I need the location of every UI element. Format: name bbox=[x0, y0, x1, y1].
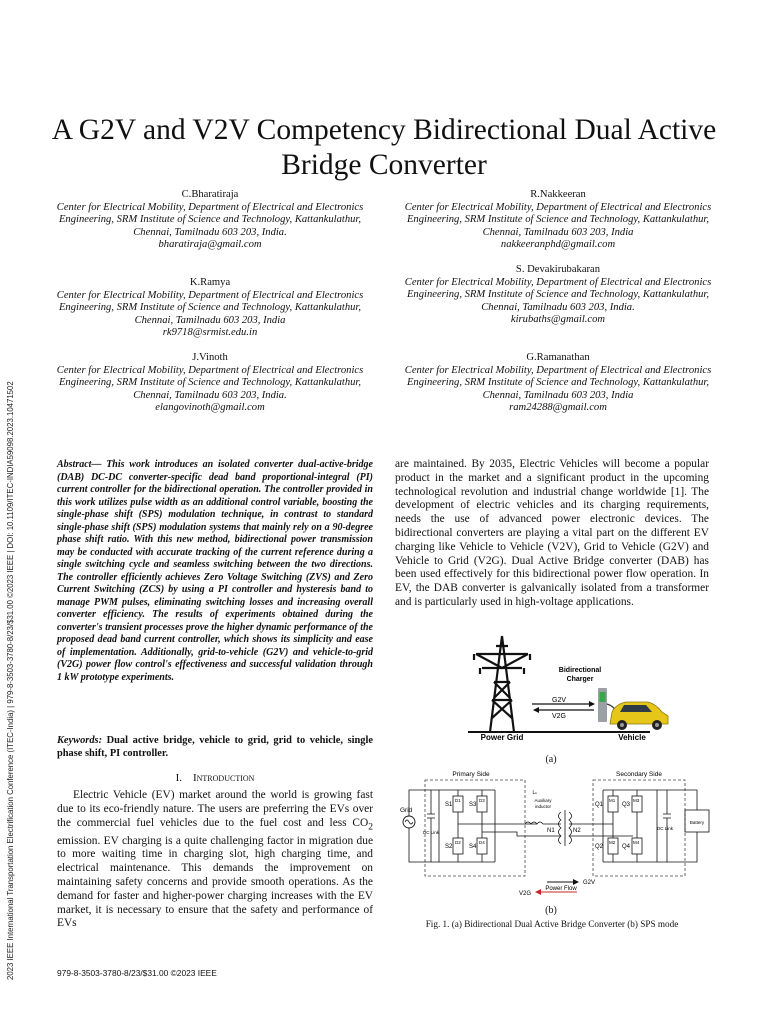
g2v-label: G2V bbox=[552, 697, 567, 704]
g2v-label-b: G2V bbox=[583, 880, 596, 886]
author-affiliation: Center for Electrical Mobility, Department of Electrical and Electronics Engineering, SRM Institute of Science and Technology, Kattankulathur, Chennai, Tamilnadu 603 203, India bbox=[56, 289, 364, 326]
author-name: K.Ramya bbox=[189, 277, 231, 288]
intro-subscript: 2 bbox=[368, 821, 373, 832]
author-name: R.Nakkeeran bbox=[530, 189, 586, 200]
intro-text-1: Electric Vehicle (EV) market around the world is growing fast due to its eco-friendly nature. The users are preferring the EVs over the commercial fuel vehicles due to the fuel cost and less CO bbox=[57, 789, 373, 829]
power-grid-label: Power Grid bbox=[480, 733, 524, 742]
primary-side-box bbox=[422, 780, 525, 876]
switch-s3: S3 bbox=[469, 802, 477, 808]
author-block bbox=[393, 352, 723, 415]
author-email: bharatiraja@gmail.com bbox=[158, 239, 262, 251]
switch-s4: S4 bbox=[469, 844, 477, 850]
primary-capacitor-icon bbox=[427, 790, 435, 862]
aux-label-1: Auxiliary bbox=[534, 798, 552, 803]
diode-d1: D1 bbox=[455, 798, 461, 803]
figure-a-sublabel: (a) bbox=[545, 754, 557, 765]
author-email: ram24288@gmail.com bbox=[509, 402, 607, 414]
keywords-label: Keywords: bbox=[57, 735, 103, 746]
author-email: rk9718@srmist.edu.in bbox=[162, 327, 258, 339]
diode-d4: D4 bbox=[479, 840, 485, 845]
abstract: Abstract— This work introduces an isolated converter dual-active-bridge (DAB) DC-DC converter-specific dead band proportional-integral (PI) current controller for the bidirectional operation. The controller provided in this work utilizes pulse width as an additional control variable, boosting the single-phase shift (SPS) modulation technique, in contrast to standard single-phase shift (SPS) modulation systems that mainly rely on a 90-degree phase shift ratio. With this new method, bidirectional power transmission may be conducted with accurate tracking of the current reference during a single switching cycle and seamless switching between the two directions. The controller efficiently achieves Zero Voltage Switching (ZVS) and Zero Current Switching (ZCS) by using a PI controller and hysteresis band to manage PWM pulses, eliminating switching losses and increasing overall converter efficiency. The results of experiments obtained during the converter's transient processes prove the higher dynamic performance of the proposed dead band current controller, which shows its simplicity and ease of implementation. Additionally, grid-to-vehicle (G2V) and vehicle-to-grid (V2G) power flow control's effectiveness and successful validation through 1 kW prototype experiments. bbox=[57, 459, 373, 683]
switch-q4: Q4 bbox=[622, 844, 631, 850]
section-number: I. bbox=[175, 772, 182, 784]
author-email: nakkeeranphd@gmail.com bbox=[500, 239, 616, 251]
paper-title: A G2V and V2V Competency Bidirectional Dual Active Bridge Converter bbox=[51, 113, 717, 181]
v2g-arrowhead bbox=[533, 707, 539, 713]
switch-s2: S2 bbox=[445, 844, 453, 850]
power-flow-label: Power Flow bbox=[545, 886, 577, 892]
author-block bbox=[393, 264, 723, 327]
page-footer: 979-8-3503-3780-8/23/$31.00 ©2023 IEEE bbox=[57, 968, 217, 978]
g2v-arrowhead bbox=[589, 701, 595, 707]
author-affiliation: Center for Electrical Mobility, Department of Electrical and Electronics Engineering, SRM Institute of Science and Technology, Kattankulathur, Chennai, Tamilnadu 603 203, India. bbox=[56, 201, 364, 238]
charger-label-1: Bidirectional bbox=[558, 667, 602, 674]
dc-link-label-primary: DC Link bbox=[422, 830, 440, 835]
primary-side-label: Primary Side bbox=[452, 771, 490, 778]
switch-q1: Q1 bbox=[595, 802, 604, 808]
figure-a-diagram bbox=[462, 632, 676, 744]
section-heading bbox=[57, 772, 373, 785]
diode-m1: M1 bbox=[609, 798, 616, 803]
vehicle-label: Vehicle bbox=[618, 733, 646, 742]
figure-b-circuit bbox=[397, 766, 713, 904]
author-affiliation: Center for Electrical Mobility, Department of Electrical and Electronics Engineering, SRM Institute of Science and Technology, Kattankulathur, Chennai, Tamilnadu 603 203, India. bbox=[404, 276, 712, 313]
car-icon bbox=[610, 702, 668, 730]
grid-label: Grid bbox=[400, 807, 413, 814]
section-title: Introduction bbox=[192, 772, 255, 784]
author-block bbox=[393, 189, 723, 252]
switch-s1: S1 bbox=[445, 802, 453, 808]
side-banner: 2023 IEEE International Transportation Electrification Conference (ITEC-India) | 979-8-3503-3780-8/23/$31.00 ©2023 IEEE | DOI: 10.1109/ITEC-INDIA59098.2023.10471502 bbox=[6, 381, 15, 980]
author-block bbox=[45, 277, 375, 340]
figure-caption: Fig. 1. (a) Bidirectional Dual Active Bridge Converter (b) SPS mode bbox=[425, 919, 679, 929]
secondary-side-label: Secondary Side bbox=[616, 771, 662, 778]
intro-text-2: emission. EV charging is a quite challenging factor in migration due to more waiting time in charging slot, high charging time, and electrical maintenance. This demands the improvement on maintaining safety concerns and provide smooth operations. As the demand for faster and higher-power charging increases with the EV market, it is necessary to ensure that the safety and performance of EVs bbox=[57, 834, 373, 930]
n2-label: N2 bbox=[573, 828, 581, 834]
diode-d3: D3 bbox=[479, 798, 485, 803]
author-name: G.Ramanathan bbox=[526, 352, 590, 363]
keywords-text: Dual active bridge, vehicle to grid, grid to vehicle, single phase shift, PI controller. bbox=[57, 735, 373, 759]
keywords bbox=[57, 735, 373, 760]
charger-label-2: Charger bbox=[566, 676, 594, 683]
diode-m4: M4 bbox=[633, 840, 640, 845]
author-email: kirubaths@gmail.com bbox=[510, 314, 606, 326]
battery-label: Battery bbox=[689, 820, 705, 825]
author-name: C.Bharatiraja bbox=[181, 189, 239, 200]
author-email: elangovinoth@gmail.com bbox=[155, 402, 265, 414]
figure-b-sublabel: (b) bbox=[545, 905, 557, 916]
v2g-label-b: V2G bbox=[519, 891, 532, 897]
author-affiliation: Center for Electrical Mobility, Department of Electrical and Electronics Engineering, SRM Institute of Science and Technology, Kattankulathur, Chennai, Tamilnadu 603 203, India bbox=[404, 201, 712, 238]
n1-label: N1 bbox=[547, 828, 555, 834]
author-block bbox=[45, 352, 375, 415]
switch-q2: Q2 bbox=[595, 844, 604, 850]
diode-m3: M3 bbox=[633, 798, 640, 803]
right-column-paragraph: are maintained. By 2035, Electric Vehicles will become a popular product in the market and a significant product in the upcoming technological revolution and industrial change worldwide [1]. The development of electric vehicles and its charging requirements, needs the use of advanced power electronic devices. The bidirectional converters are playing a vital part on the different EV charging like Vehicle to Vehicle (V2V), Grid to Vehicle (G2V) and Vehicle to Grid (V2G). Dual Active Bridge converter (DAB) has been used effectively for this bidirectional power flow operation. In EV, the DAB converter is galvanically isolated from a transformer and is particularly used in high-voltage applications. bbox=[395, 458, 709, 608]
author-block bbox=[45, 189, 375, 252]
diode-m2: M2 bbox=[609, 840, 616, 845]
author-name: J.Vinoth bbox=[192, 352, 228, 363]
author-name: S. Devakirubakaran bbox=[515, 264, 601, 275]
lk-label: Lₖ bbox=[532, 790, 538, 796]
aux-label-2: inductor bbox=[534, 804, 552, 809]
author-affiliation: Center for Electrical Mobility, Department of Electrical and Electronics Engineering, SRM Institute of Science and Technology, Kattankulathur, Chennai, Tamilnadu 603 203, India. bbox=[56, 364, 364, 401]
transformer-icon bbox=[543, 810, 633, 846]
diode-d2: D2 bbox=[455, 840, 461, 845]
transmission-tower-icon bbox=[474, 636, 530, 732]
switch-q3: Q3 bbox=[622, 802, 631, 808]
author-affiliation: Center for Electrical Mobility, Department of Electrical and Electronics Engineering, SRM Institute of Science and Technology, Kattankulathur, Chennai, Tamilnadu 603 203, India bbox=[404, 364, 712, 401]
intro-paragraph bbox=[57, 789, 373, 931]
v2g-label: V2G bbox=[552, 713, 567, 720]
dc-link-label-secondary: DC Link bbox=[656, 826, 674, 831]
